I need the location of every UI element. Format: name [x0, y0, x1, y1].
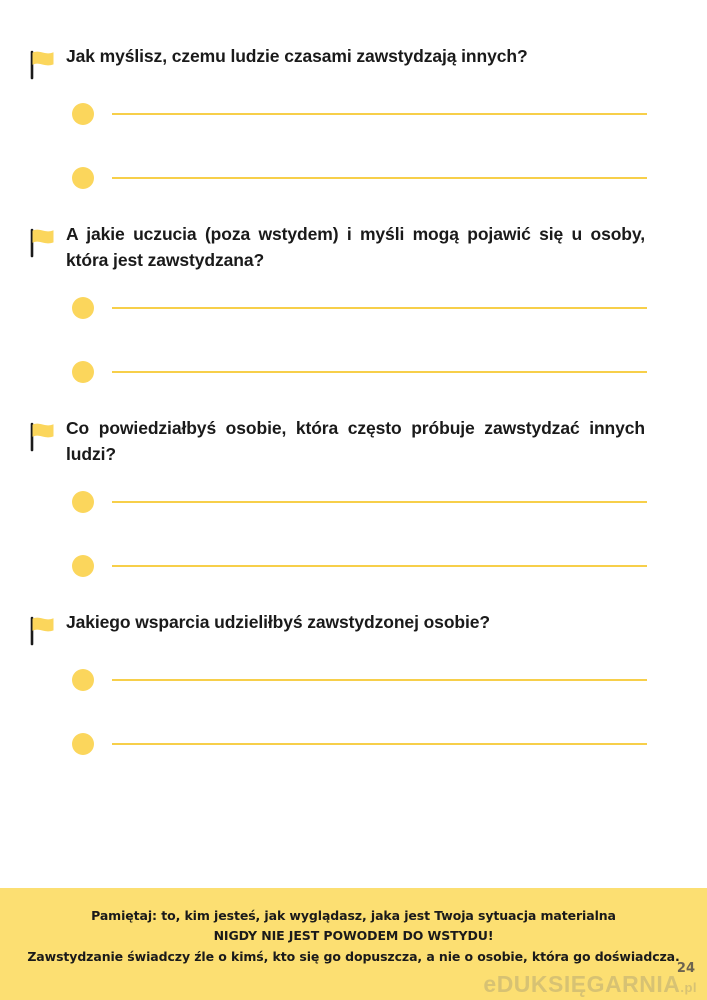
write-line[interactable]	[112, 565, 647, 567]
answer-row[interactable]	[72, 546, 647, 586]
answer-row[interactable]	[72, 482, 647, 522]
write-line[interactable]	[112, 743, 647, 745]
answer-lines-3	[28, 482, 647, 586]
bullet-icon	[72, 167, 94, 189]
question-header-3	[28, 416, 647, 468]
write-line[interactable]	[112, 113, 647, 115]
flag-icon	[28, 50, 56, 80]
flag-icon	[28, 616, 56, 646]
write-line[interactable]	[112, 177, 647, 179]
page-number: 24	[676, 961, 695, 976]
answer-lines-4	[28, 660, 647, 764]
watermark-text: eDUKSIĘGARNIA	[483, 971, 681, 997]
write-line[interactable]	[112, 307, 647, 309]
question-text: Jakiego wsparcia udzieliłbyś zawstydzonej osobie?	[66, 611, 490, 632]
bullet-icon	[72, 669, 94, 691]
write-line[interactable]	[112, 371, 647, 373]
answer-row[interactable]	[72, 94, 647, 134]
bullet-icon	[72, 297, 94, 319]
answer-lines-2	[28, 288, 647, 392]
answer-row[interactable]	[72, 660, 647, 700]
flag-icon	[28, 422, 56, 452]
answer-row[interactable]	[72, 158, 647, 198]
answer-lines-1	[28, 94, 647, 198]
bullet-icon	[72, 733, 94, 755]
watermark-suffix: .pl	[680, 980, 697, 995]
question-block-1	[28, 44, 647, 198]
footer-line-2: NIGDY NIE JEST POWODEM DO WSTYDU!	[213, 928, 494, 944]
question-text: Co powiedziałbyś osobie, która często próbuje zawstydzać innych ludzi?	[66, 417, 645, 464]
flag-icon	[28, 228, 56, 258]
write-line[interactable]	[112, 501, 647, 503]
answer-row[interactable]	[72, 288, 647, 328]
question-header-2	[28, 222, 647, 274]
question-block-2	[28, 222, 647, 392]
bullet-icon	[72, 491, 94, 513]
footer-line-1: Pamiętaj: to, kim jesteś, jak wyglądasz, jaka jest Twoja sytuacja materialna	[91, 908, 616, 923]
bullet-icon	[72, 555, 94, 577]
answer-row[interactable]	[72, 352, 647, 392]
write-line[interactable]	[112, 679, 647, 681]
footer-line-3: Zawstydzanie świadczy źle o kimś, kto się go dopuszcza, a nie o osobie, która go doświadcza.	[27, 948, 680, 964]
question-header-1	[28, 44, 647, 80]
bullet-icon	[72, 103, 94, 125]
question-block-3	[28, 416, 647, 586]
watermark	[483, 971, 697, 998]
question-header-4	[28, 610, 647, 646]
question-block-4	[28, 610, 647, 764]
answer-row[interactable]	[72, 724, 647, 764]
question-text: A jakie uczucia (poza wstydem) i myśli mogą pojawić się u osoby, która jest zawstydzana?	[66, 224, 645, 270]
question-text: Jak myślisz, czemu ludzie czasami zawstydzają innych?	[66, 46, 528, 66]
bullet-icon	[72, 361, 94, 383]
